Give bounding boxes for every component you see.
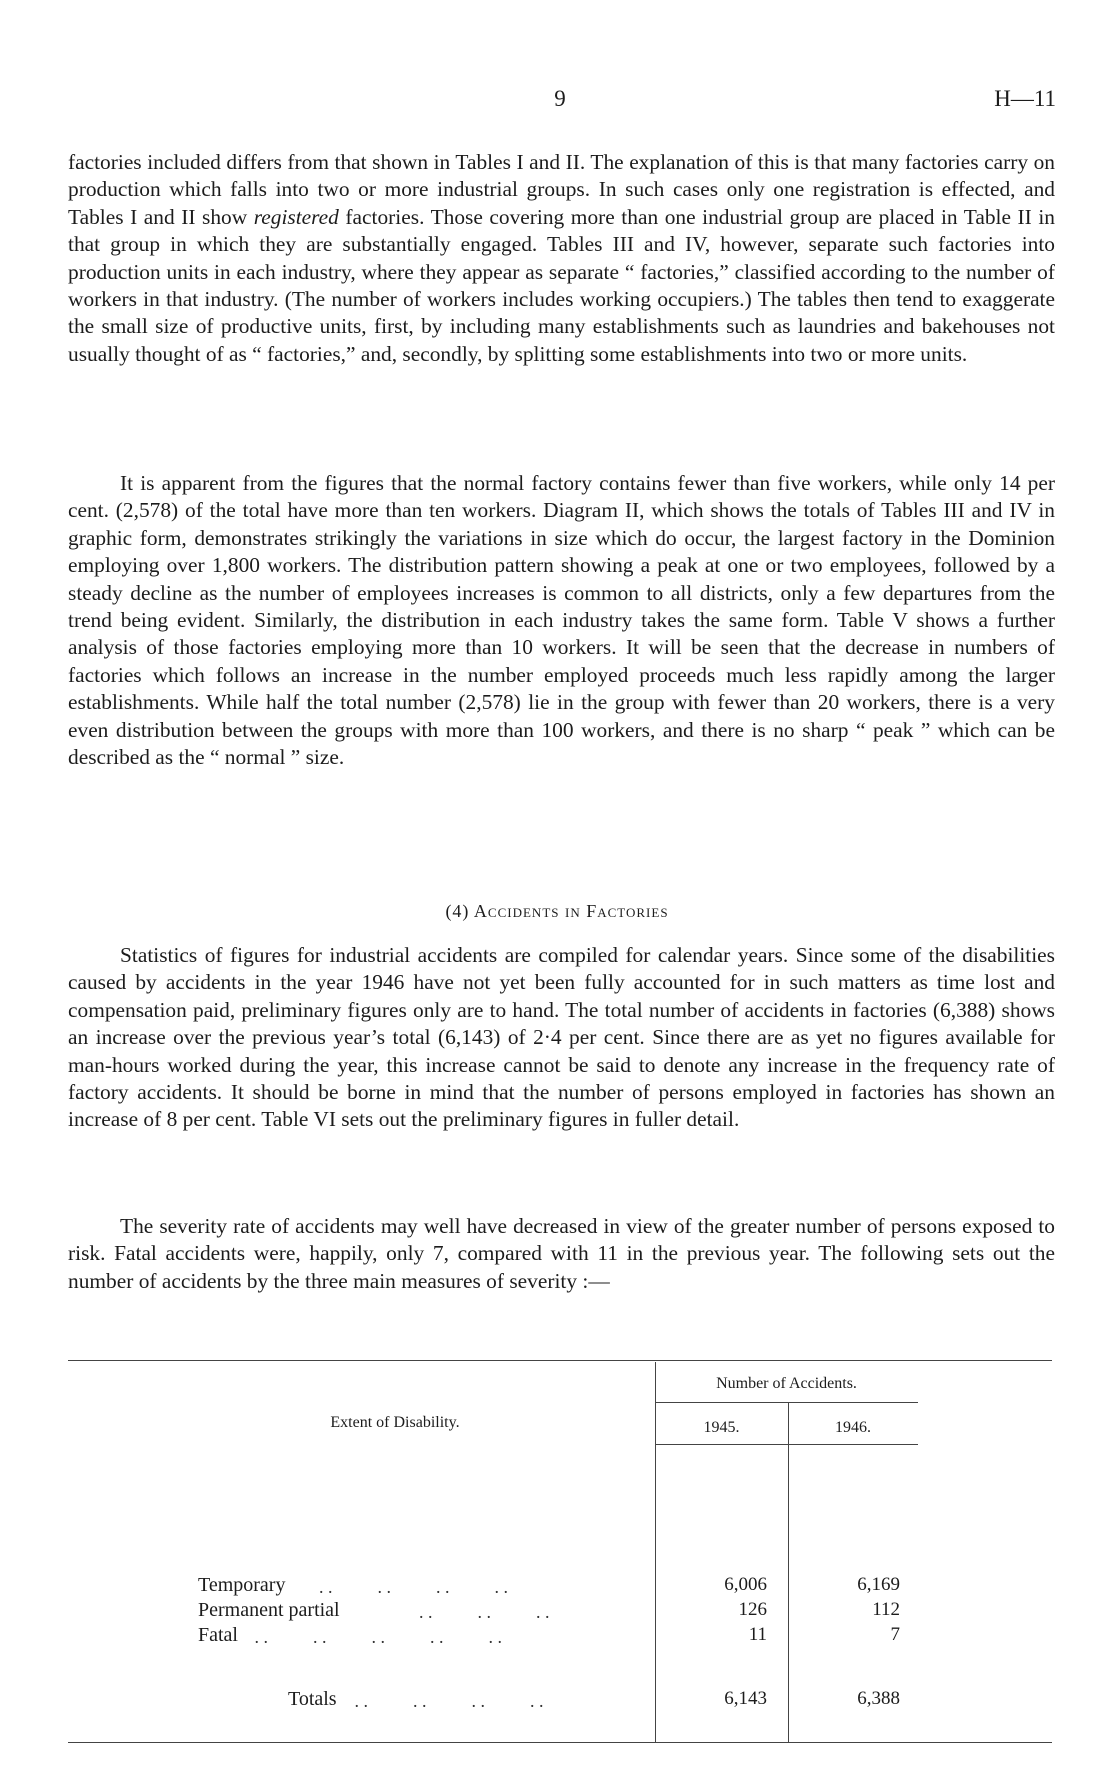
paragraph-1-text-b: factories. Those covering more than one industrial group are placed in Table II in that group in which they are substantially engaged. Tables III and IV, however, separate such factories into production units in each industry, where they appear as separate “ factories,” classified according to the number of workers in that industry. (The number of workers includes working occupiers.) The tables then tend to exaggerate the small size of productive units, first, by including many establishments such as laundries and bakehouses not usually thought of as “ factories,” and, secondly, by splitting some establishments into two or more units. <box>68 204 1055 366</box>
value-1945: 126 <box>738 1599 767 1620</box>
value-1946: 112 <box>872 1599 900 1620</box>
row-label: Permanent partial <box>198 1599 340 1621</box>
paragraph-1 <box>68 149 1055 368</box>
section-heading: (4) Accidents in Factories <box>445 901 669 921</box>
dot-leader: . . . . . . . . . . <box>250 1627 502 1647</box>
paragraph-factory-size <box>68 470 1055 771</box>
paragraph-severity <box>68 1213 1055 1295</box>
paragraph-2: It is apparent from the figures that the normal factory contains fewer than five workers, while only 14 per cent. (2,578) of the total have more than ten workers. Diagram II, which shows the totals of Tables III and IV in graphic form, demonstrates strikingly the variations in size which do occur, the largest factory in the Dominion employing over 1,800 workers. The distribution pattern showing a peak at one or two employees, followed by a steady decline as the number of employees increases is common to all districts, only a few departures from the trend being evident. Similarly, the distribution in each industry takes the same form. Table V shows a further analysis of those factories employing more than 10 workers. It will be seen that the decrease in numbers of factories which follows an increase in the number employed proceeds much less rapidly among the larger establishments. While half the total number (2,578) lie in the group with fewer than 20 workers, there is a very even distribution between the groups with more than 100 workers, and there is no sharp “ peak ” which can be described as the “ normal ” size. <box>68 471 1055 770</box>
column-header-1945: 1945. <box>703 1419 740 1436</box>
table-group-underline <box>655 1402 918 1403</box>
stub-header: Extent of Disability. <box>330 1414 460 1431</box>
totals-label: Totals <box>288 1688 337 1710</box>
paragraph-continued <box>68 149 1055 368</box>
value-1946: 7 <box>890 1624 900 1645</box>
dot-leader: . . . . . . . . <box>310 1577 508 1597</box>
column-header-1946: 1946. <box>835 1419 871 1436</box>
paragraph-4: The severity rate of accidents may well have decreased in view of the greater number of persons exposed to risk. Fatal accidents were, happily, only 7, compared with 11 in the previous year. The following sets out the number of accidents by the three main measures of severity :— <box>68 1214 1055 1293</box>
table-header-underline <box>655 1444 918 1445</box>
paragraph-3: Statistics of figures for industrial accidents are compiled for calendar years. Since some of the disabilities caused by accidents in the year 1946 have not yet been fully accounted for in such matters as time lost and compensation paid, preliminary figures only are to hand. The total number of accidents in factories (6,388) shows an increase over the previous year’s total (6,143) of 2·4 per cent. Since there are as yet no figures available for man-hours worked during the year, this increase cannot be said to denote any increase in the frequency rate of factory accidents. It should be borne in mind that the number of persons employed in factories has shown an increase of 8 per cent. Table VI sets out the preliminary figures in fuller detail. <box>68 943 1055 1132</box>
series-code: H—11 <box>994 86 1056 111</box>
dot-leader: . . . . . . <box>374 1602 550 1622</box>
value-1946: 6,169 <box>857 1574 900 1595</box>
value-1945: 6,006 <box>724 1574 767 1595</box>
table-top-rule <box>68 1360 1052 1361</box>
paragraph-accident-statistics <box>68 942 1055 1134</box>
total-1945: 6,143 <box>724 1688 767 1709</box>
paragraph-1-text-a: factories included differs from that shown in Tables I and II. The explanation of this is that many factories carry on production which falls into two or more industrial groups. In such cases only one registration is effected, and Tables I and II show <box>68 150 1055 229</box>
table-bottom-rule <box>68 1742 1052 1743</box>
emphasis-registered: registered <box>253 204 339 229</box>
group-header: Number of Accidents. <box>716 1375 857 1392</box>
row-label: Temporary <box>198 1574 286 1596</box>
total-1946: 6,388 <box>857 1688 900 1709</box>
row-label: Fatal <box>198 1624 238 1646</box>
dot-leader: . . . . . . . . <box>350 1691 544 1711</box>
value-1945: 11 <box>748 1624 767 1645</box>
page-number: 9 <box>554 86 566 111</box>
